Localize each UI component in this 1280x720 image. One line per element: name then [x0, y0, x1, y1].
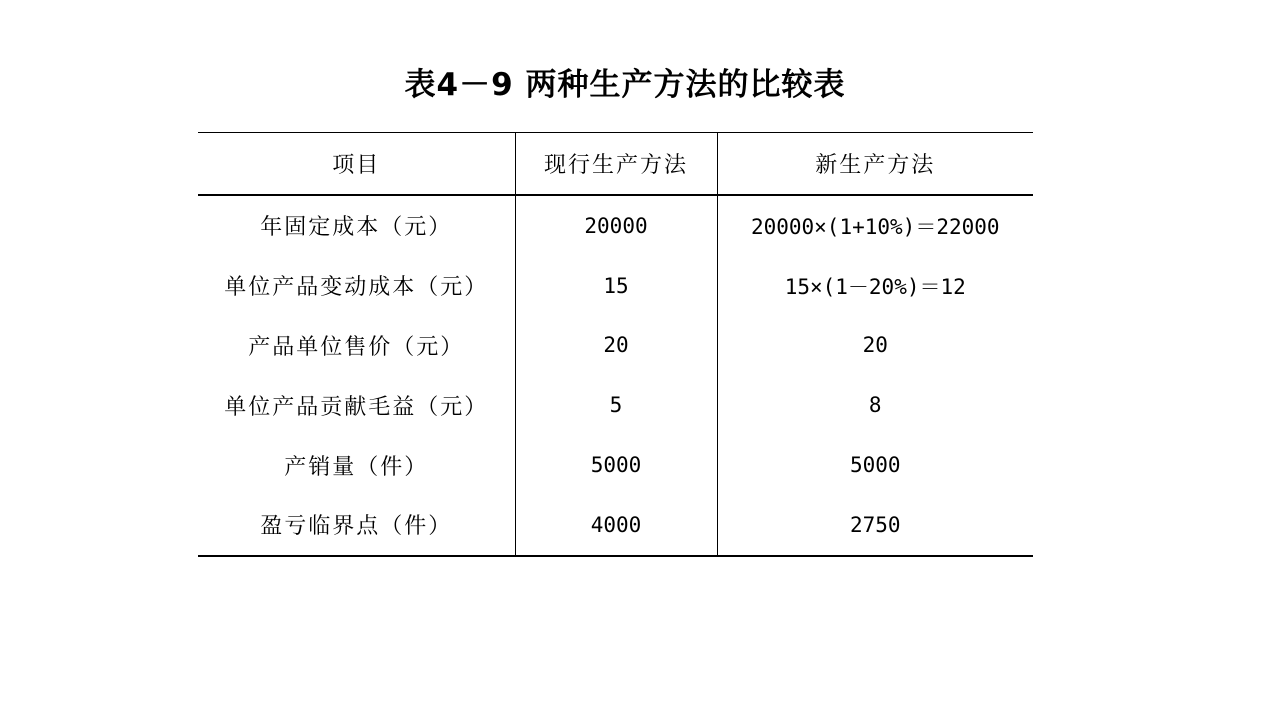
new-method-value: 2750 [717, 495, 1033, 556]
header-item: 项目 [198, 133, 515, 196]
table-title: 表4－9 两种生产方法的比较表 [404, 67, 846, 103]
table-row [198, 435, 1033, 495]
new-method-value: 8 [717, 375, 1033, 435]
current-method-value: 4000 [515, 495, 717, 556]
table-row [198, 195, 1033, 256]
current-method-value: 20000 [515, 195, 717, 256]
current-method-value: 15 [515, 256, 717, 316]
new-method-value: 20 [717, 316, 1033, 376]
header-current-method: 现行生产方法 [515, 133, 717, 196]
table-row [198, 316, 1033, 376]
comparison-table [198, 132, 1033, 557]
header-new-method: 新生产方法 [717, 133, 1033, 196]
current-method-value: 5000 [515, 435, 717, 495]
new-method-value: 5000 [717, 435, 1033, 495]
row-label: 年固定成本（元） [260, 215, 453, 241]
new-method-value: 15×(1－20%)＝12 [717, 256, 1033, 316]
row-label: 产销量（件） [284, 454, 429, 480]
row-label: 单位产品贡献毛益（元） [224, 394, 489, 420]
current-method-value: 20 [515, 316, 717, 376]
row-label: 单位产品变动成本（元） [224, 275, 489, 301]
row-label: 盈亏临界点（件） [198, 495, 515, 556]
current-method-value: 5 [515, 375, 717, 435]
comparison-table-container [198, 132, 1033, 557]
table-header-row [198, 133, 1033, 196]
table-row [198, 495, 1033, 556]
row-label: 产品单位售价（元） [248, 334, 465, 360]
new-method-value: 20000×(1+10%)＝22000 [717, 195, 1033, 256]
table-row [198, 256, 1033, 316]
table-row [198, 375, 1033, 435]
